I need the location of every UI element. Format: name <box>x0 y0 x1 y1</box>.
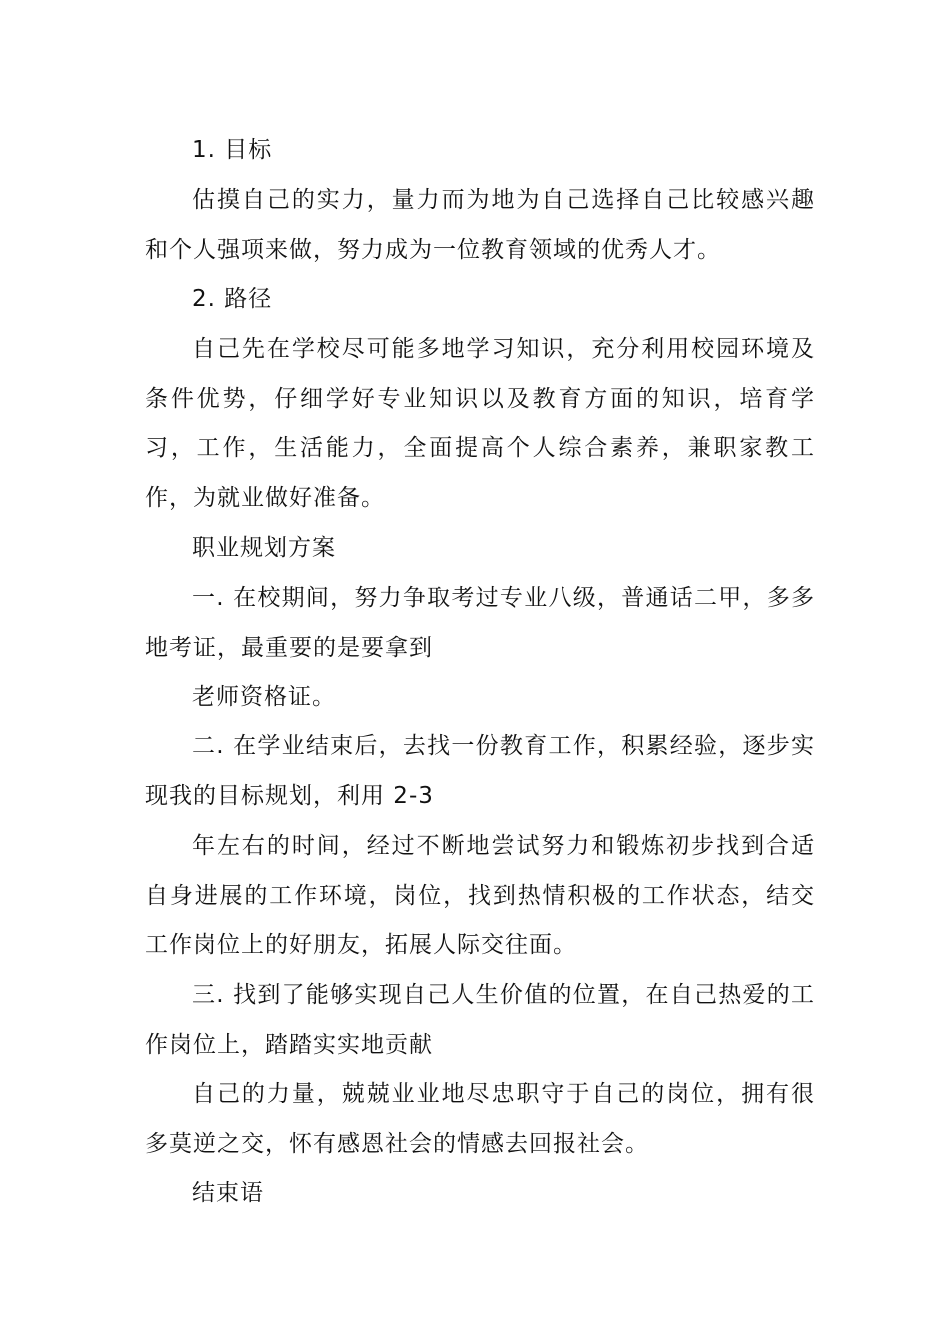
paragraph-plan-one: 一. 在校期间，努力争取考过专业八级，普通话二甲，多多地考证，最重要的是要拿到 <box>145 585 815 661</box>
heading-conclusion: 结束语 <box>192 1180 264 1206</box>
heading-goal: 1. 目标 <box>192 137 273 163</box>
paragraph-plan-three: 三. 找到了能够实现自己人生价值的位置，在自己热爱的工作岗位上，踏踏实实地贡献 <box>145 982 815 1058</box>
paragraph-plan-two: 二. 在学业结束后，去找一份教育工作，积累经验，逐步实现我的目标规划，利用 2-3 <box>145 733 815 809</box>
paragraph-goal-text: 估摸自己的实力，量力而为地为自己选择自己比较感兴趣和个人强项来做，努力成为一位教育领域的优秀人才。 <box>145 187 815 263</box>
paragraph-plan-three-cont: 自己的力量，兢兢业业地尽忠职守于自己的岗位，拥有很多莫逆之交，怀有感恩社会的情感去回报社会。 <box>145 1081 815 1157</box>
paragraph-plan-two-cont: 年左右的时间，经过不断地尝试努力和锻炼初步找到合适自身进展的工作环境，岗位，找到热情积极的工作状态，结交工作岗位上的好朋友，拓展人际交往面。 <box>145 833 815 958</box>
paragraph-plan-one-cont: 老师资格证。 <box>192 684 336 710</box>
heading-career-plan: 职业规划方案 <box>192 535 336 561</box>
heading-path: 2. 路径 <box>192 286 273 312</box>
paragraph-path-text: 自己先在学校尽可能多地学习知识，充分利用校园环境及条件优势，仔细学好专业知识以及教育方面的知识，培育学习，工作，生活能力，全面提高个人综合素养，兼职家教工作，为就业做好准备。 <box>145 336 815 511</box>
